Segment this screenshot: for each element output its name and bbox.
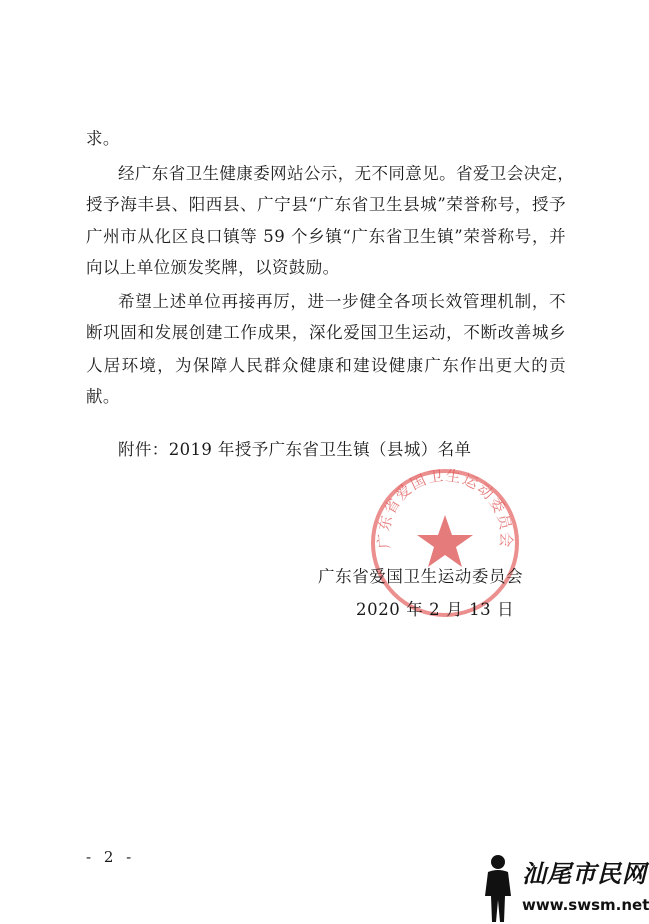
text-line: 献。 bbox=[86, 387, 120, 406]
text-line: 希望上述单位再接再厉，进一步健全各项长效管理机制，不 bbox=[118, 292, 566, 311]
person-silhouette-icon bbox=[478, 852, 518, 924]
text-line: 广州市从化区良口镇等 59 个乡镇“广东省卫生镇”荣誉称号，并 bbox=[86, 227, 566, 246]
attachment-line: 附件：2019 年授予广东省卫生镇（县城）名单 bbox=[118, 440, 472, 459]
seal-text: 广东省爱国卫生运动委员会 bbox=[374, 466, 516, 550]
site-watermark bbox=[478, 852, 649, 924]
seal-star-icon bbox=[417, 515, 473, 567]
text-line: 人居环境，为保障人民群众健康和建设健康广东作出更大的贡 bbox=[86, 356, 566, 375]
watermark-url: www.swsm.net bbox=[522, 896, 649, 914]
text-line: 断巩固和发展创建工作成果，深化爱国卫生运动，不断改善城乡 bbox=[86, 323, 566, 342]
page-number: - 2 - bbox=[86, 848, 136, 866]
signature-date: 2020 年 2 月 13 日 bbox=[356, 600, 515, 619]
watermark-title: 汕尾市民网 bbox=[522, 859, 647, 888]
text-line: 授予海丰县、阳西县、广宁县“广东省卫生县城”荣誉称号，授予 bbox=[86, 195, 566, 214]
text-line: 求。 bbox=[86, 129, 120, 148]
signature-org: 广东省爱国卫生运动委员会 bbox=[318, 567, 524, 586]
text-line: 向以上单位颁发奖牌，以资鼓励。 bbox=[86, 258, 340, 277]
text-line: 经广东省卫生健康委网站公示，无不同意见。省爱卫会决定， bbox=[118, 164, 575, 183]
